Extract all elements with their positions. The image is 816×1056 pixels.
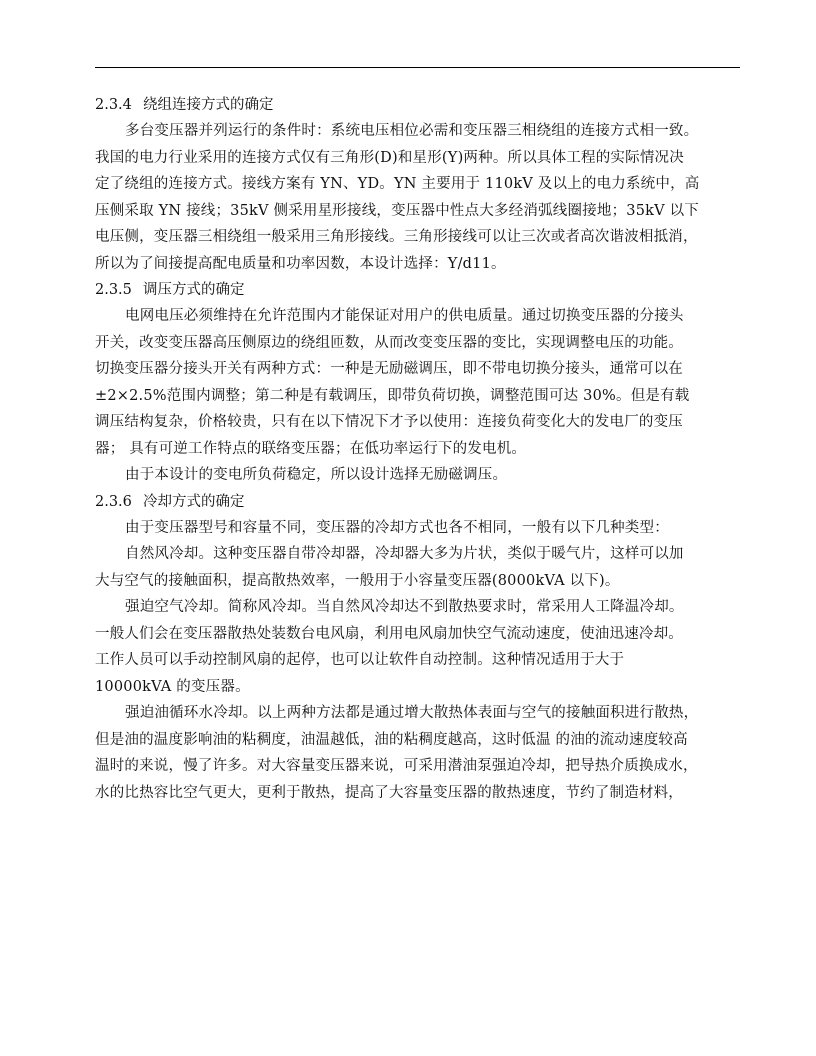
section-number: 2.3.6	[95, 493, 132, 510]
paragraph	[95, 541, 740, 594]
section-number: 2.3.5	[95, 282, 132, 298]
paragraph-line: 压侧采取 YN 接线；35kV 侧采用星形接线，变压器中性点大多经消弧线圈接地；35kV 以下	[95, 202, 700, 219]
paragraph-line: 由于变压器型号和容量不同，变压器的冷却方式也各不相同，一般有以下几种类型：	[125, 519, 669, 536]
paragraph	[95, 303, 740, 462]
paragraph-line: 工作人员可以手动控制风扇的起停，也可以让软件自动控制。这种情况适用于大于	[95, 652, 625, 668]
paragraph-line: 但是油的温度影响油的粘稠度，油温越低，油的粘稠度越高，这时低温 的油的流动速度较高	[95, 731, 688, 748]
paragraph-line: ±2×2.5%范围内调整；第二种是有载调压，即带负荷切换，调整范围可达 30%。但是有载	[95, 387, 690, 404]
paragraph-line: 器； 具有可逆工作特点的联络变压器；在低功率运行下的发电机。	[95, 440, 527, 457]
paragraph	[95, 594, 740, 700]
paragraph-line: 一般人们会在变压器散热处装数台电风扇，利用电风扇加快空气流动速度，使油迅速冷却。	[95, 625, 683, 642]
section-title: 冷却方式的确定	[143, 493, 245, 510]
paragraph	[95, 462, 740, 489]
paragraph-line: 10000kVA 的变压器。	[95, 678, 250, 695]
paragraph-line: 调压结构复杂，价格较贵，只有在以下情况下才予以使用：连接负荷变化大的发电厂的变压	[95, 414, 683, 430]
paragraph-line: 大与空气的接触面积，提高散热效率，一般用于小容量变压器(8000kVA 以下)。	[95, 572, 620, 589]
section-title: 绕组连接方式的确定	[143, 97, 274, 113]
paragraph-line: 定了绕组的连接方式。接线方案有 YN、YD。YN 主要用于 110kV 及以上的电力系统中，高	[95, 176, 700, 192]
section-heading	[95, 489, 740, 515]
section-title: 调压方式的确定	[143, 282, 245, 298]
paragraph-line: 强迫油循环水冷却。以上两种方法都是通过增大散热体表面与空气的接触面积进行散热，	[125, 705, 699, 721]
paragraph-line: 温时的来说，慢了许多。对大容量变压器来说，可采用潜油泵强迫冷却，把导热介质换成水，	[95, 758, 698, 774]
paragraph	[95, 118, 740, 277]
paragraph-line: 多台变压器并列运行的条件时：系统电压相位必需和变压器三相绕组的连接方式相一致。	[125, 123, 699, 139]
paragraph-line: 水的比热容比空气更大，更利于散热，提高了大容量变压器的散热速度，节约了制造材料，	[95, 784, 683, 801]
paragraph-line: 所以为了间接提高配电质量和功率因数，本设计选择：Y/d11。	[95, 255, 506, 272]
paragraph-line: 电压侧，变压器三相绕组一般采用三角形接线。三角形接线可以让三次或者高次谐波相抵消，	[95, 229, 698, 245]
paragraph	[95, 700, 740, 806]
paragraph-line: 强迫空气冷却。简称风冷却。当自然风冷却达不到散热要求时，常采用人工降温冷却。	[125, 599, 684, 615]
header-rule	[95, 67, 740, 68]
section-heading	[95, 277, 740, 303]
paragraph-line: 开关，改变变压器高压侧原边的绕组匝数，从而改变变压器的变比，实现调整电压的功能。	[95, 334, 683, 351]
paragraph-line: 我国的电力行业采用的连接方式仅有三角形(D)和星形(Y)两种。所以具体工程的实际情况决	[95, 149, 684, 166]
paragraph-line: 由于本设计的变电所负荷稳定，所以设计选择无励磁调压。	[125, 467, 508, 483]
paragraph-line: 自然风冷却。这种变压器自带冷却器，冷却器大多为片状，类似于暖气片，这样可以加	[125, 546, 684, 562]
section-number: 2.3.4	[95, 97, 132, 113]
paragraph	[95, 515, 740, 542]
paragraph-line: 电网电压必须维持在允许范围内才能保证对用户的供电质量。通过切换变压器的分接头	[125, 308, 684, 324]
section-heading	[95, 92, 740, 118]
document-body	[95, 92, 740, 806]
paragraph-line: 切换变压器分接头开关有两种方式：一种是无励磁调压，即不带电切换分接头，通常可以在	[95, 361, 683, 377]
